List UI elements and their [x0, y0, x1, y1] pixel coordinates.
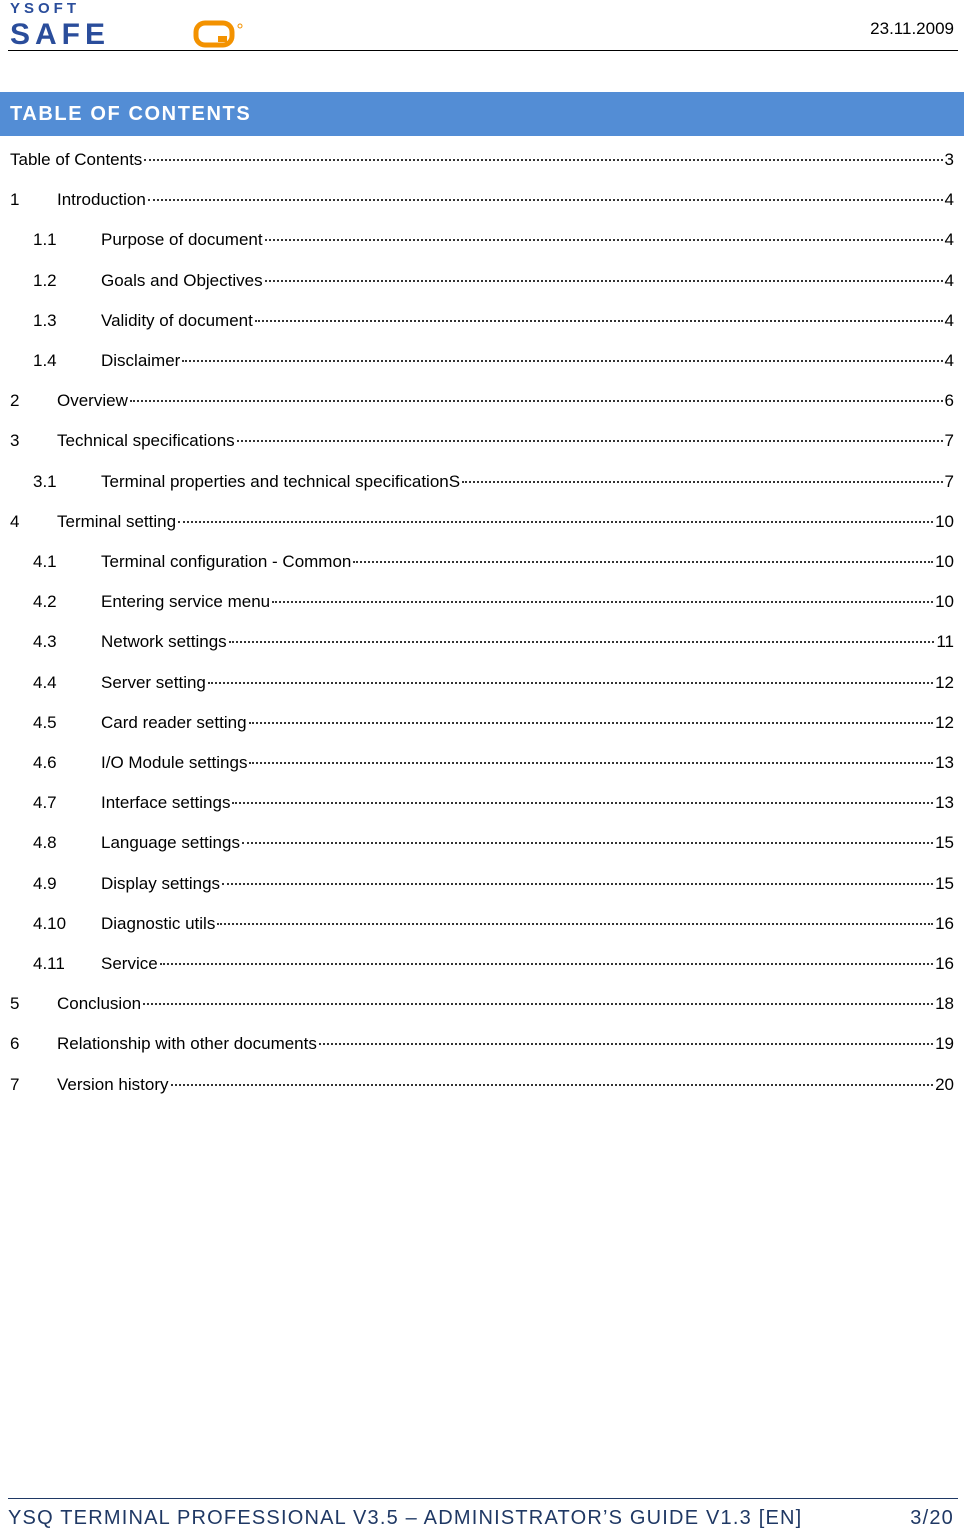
toc-entry-line — [57, 427, 954, 455]
toc-entry-number: 4.8 — [33, 833, 57, 853]
toc-entry-number: 6 — [10, 1034, 20, 1054]
dot-leader — [265, 280, 943, 282]
toc-entry-line — [101, 347, 954, 375]
toc-entry-line — [101, 267, 954, 295]
toc-entry-line — [101, 870, 954, 898]
ysoft-safeq-logo — [8, 0, 248, 48]
toc-entry-line — [101, 588, 954, 616]
toc-entry[interactable] — [0, 870, 964, 898]
toc-entry-page: 10 — [935, 592, 954, 612]
toc-entry-title[interactable]: Diagnostic utils — [101, 913, 216, 933]
toc-entry-number: 1.3 — [33, 310, 57, 330]
toc-entry-number: 4.4 — [33, 672, 57, 692]
toc-entry-title[interactable]: Language settings — [101, 833, 240, 853]
logo-graphic — [8, 0, 248, 48]
dot-leader — [160, 963, 933, 965]
toc-entry-line — [101, 307, 954, 335]
dot-leader — [272, 601, 933, 603]
toc-entry-line — [57, 186, 954, 214]
toc-entry-page: 13 — [935, 753, 954, 772]
toc-entry-title[interactable]: Card reader setting — [101, 712, 247, 732]
toc-entry[interactable] — [0, 1071, 964, 1099]
toc-entry[interactable] — [0, 1030, 964, 1058]
dot-leader — [232, 802, 933, 804]
toc-entry-title[interactable]: Technical specifications — [57, 431, 235, 451]
footer-page-number: 3/20 — [910, 1507, 954, 1529]
toc-entry-number: 1.2 — [33, 270, 57, 290]
toc-entry[interactable] — [0, 910, 964, 938]
toc-entry[interactable] — [0, 508, 964, 536]
toc-entry-line — [57, 508, 954, 536]
dot-leader — [353, 561, 933, 563]
toc-entry[interactable] — [0, 146, 964, 174]
toc-entry-number: 4.2 — [33, 592, 57, 612]
logo-q-tail — [218, 36, 227, 42]
dot-leader — [222, 883, 933, 885]
toc-entry-title[interactable]: Introduction — [57, 190, 146, 210]
toc-entry-line — [57, 1030, 954, 1058]
toc-entry[interactable] — [0, 709, 964, 737]
toc-entry-page: 3 — [944, 150, 954, 169]
page-footer — [8, 1498, 958, 1532]
toc-entry[interactable] — [0, 427, 964, 455]
toc-entry-number: 3.1 — [33, 471, 57, 491]
toc-entry-number: 2 — [10, 391, 20, 411]
dot-leader — [242, 842, 933, 844]
toc-entry-title[interactable]: Service — [101, 954, 158, 973]
toc-entry[interactable] — [0, 387, 964, 415]
toc-entry-line — [57, 1071, 954, 1099]
toc-entry-line — [101, 669, 954, 697]
dot-leader — [178, 521, 933, 523]
dot-leader — [265, 239, 943, 241]
dot-leader — [148, 199, 943, 201]
toc-entry-title[interactable]: Table of Contents — [10, 150, 143, 169]
toc-entry[interactable] — [0, 669, 964, 697]
toc-entry-title[interactable]: Overview — [57, 391, 128, 411]
dot-leader — [229, 641, 935, 643]
toc-entry-page: 6 — [944, 391, 954, 411]
toc-entry-title[interactable]: Purpose of document — [101, 230, 263, 250]
toc-entry-number: 4 — [10, 511, 20, 531]
toc-entry-number: 4.10 — [33, 913, 67, 933]
toc-entry-page: 20 — [935, 1074, 954, 1094]
toc-entry-page: 15 — [935, 873, 954, 893]
toc-entry-line — [101, 468, 954, 496]
toc-entry-line — [101, 548, 954, 576]
toc-entry[interactable] — [0, 628, 964, 656]
dot-leader — [130, 400, 943, 402]
toc-entry-number: 4.1 — [33, 552, 57, 571]
registered-mark-icon — [238, 24, 242, 28]
toc-entry-line — [57, 990, 954, 1018]
toc-entry-page: 11 — [936, 632, 954, 652]
toc-entry-number: 4.11 — [33, 954, 65, 973]
toc-entry[interactable] — [0, 226, 964, 254]
toc-entry-title[interactable]: Terminal properties and technical specificationS — [101, 471, 461, 491]
toc-entry-number: 3 — [10, 431, 20, 451]
toc-entry-line — [57, 387, 954, 415]
dot-leader — [249, 762, 933, 764]
toc-entry-title[interactable]: Terminal setting — [57, 511, 177, 531]
toc-entry-page: 4 — [944, 270, 954, 290]
toc-entry-page: 12 — [935, 712, 954, 732]
dot-leader — [255, 320, 943, 322]
dot-leader — [217, 923, 933, 925]
logo-main-text: SAFE — [10, 18, 111, 48]
toc-entry-title[interactable]: Terminal configuration - Common — [101, 552, 352, 571]
dot-leader — [462, 481, 942, 483]
dot-leader — [144, 159, 942, 161]
toc-entry-number: 4.3 — [33, 632, 57, 652]
toc-entry[interactable] — [0, 307, 964, 335]
toc-entry-line — [101, 910, 954, 938]
toc-heading: TABLE OF CONTENTS — [0, 92, 964, 136]
toc-entry[interactable] — [0, 829, 964, 857]
toc-entry[interactable] — [0, 267, 964, 295]
dot-leader — [208, 682, 933, 684]
toc-entry-number: 4.6 — [33, 753, 57, 772]
toc-entry-line — [101, 829, 954, 857]
toc-entry-page: 10 — [935, 511, 954, 531]
toc-entry-page: 15 — [935, 833, 954, 853]
toc-entry-page: 18 — [935, 994, 954, 1014]
toc-entry-line — [10, 146, 954, 174]
toc-entry[interactable] — [0, 990, 964, 1018]
toc-entry-title[interactable]: Version history — [57, 1074, 169, 1094]
dot-leader — [143, 1003, 933, 1005]
toc-entry[interactable] — [0, 347, 964, 375]
footer-document-title: YSQ TERMINAL PROFESSIONAL V3.5 – ADMINISTRATOR’S GUIDE V1.3 [EN] — [8, 1507, 803, 1529]
dot-leader — [249, 722, 934, 724]
toc-entry-number: 1.4 — [33, 351, 57, 370]
toc-entry[interactable] — [0, 186, 964, 214]
toc-entry-line — [101, 789, 954, 817]
page-header — [8, 0, 958, 51]
toc-entry-line — [101, 749, 954, 777]
toc-entry-line — [101, 950, 954, 978]
toc-entry[interactable] — [0, 548, 964, 576]
toc-entry-title[interactable]: Relationship with other documents — [57, 1034, 317, 1054]
toc-entry-title[interactable]: Entering service menu — [101, 592, 271, 612]
toc-entry[interactable] — [0, 749, 964, 777]
toc-entry-title[interactable]: Conclusion — [57, 994, 142, 1014]
toc-entry-page: 4 — [944, 310, 954, 330]
toc-entry-title[interactable]: Disclaimer — [101, 351, 181, 370]
toc-entry-page: 4 — [944, 190, 954, 210]
toc-entry-title[interactable]: Interface settings — [101, 793, 231, 813]
toc-entry-number: 7 — [10, 1074, 20, 1094]
toc-entry-line — [101, 226, 954, 254]
toc-entry-title[interactable]: Server setting — [101, 672, 206, 692]
toc-entry[interactable] — [0, 789, 964, 817]
toc-entry-page: 7 — [944, 431, 954, 451]
dot-leader — [319, 1043, 933, 1045]
toc-entry-page: 16 — [935, 913, 954, 933]
toc-entry-page: 4 — [944, 351, 954, 370]
document-date: 23.11.2009 — [870, 19, 954, 38]
toc-entry-number: 5 — [10, 994, 20, 1014]
toc-entry[interactable] — [0, 588, 964, 616]
toc-entry-page: 7 — [944, 471, 954, 491]
toc-entry[interactable] — [0, 468, 964, 496]
toc-entry-number: 1 — [10, 190, 20, 210]
toc-entry-number: 4.9 — [33, 873, 57, 893]
dot-leader — [182, 360, 942, 362]
toc-entry-line — [101, 709, 954, 737]
dot-leader — [237, 440, 943, 442]
toc-entry-title[interactable]: I/O Module settings — [101, 753, 248, 772]
dot-leader — [171, 1084, 934, 1086]
toc-entry-line — [101, 628, 954, 656]
logo-top-text: YSOFT — [10, 0, 81, 17]
toc-entry-number: 1.1 — [33, 230, 57, 250]
toc-entry-page: 16 — [935, 954, 954, 973]
toc-entry-title[interactable]: Goals and Objectives — [101, 270, 263, 290]
toc-entry-page: 10 — [935, 552, 954, 571]
toc-entry-title[interactable]: Network settings — [101, 632, 227, 652]
toc-entry-title[interactable]: Validity of document — [101, 310, 253, 330]
toc-entry-page: 4 — [944, 230, 954, 250]
toc-entry-page: 12 — [935, 672, 954, 692]
toc-entry-page: 19 — [935, 1034, 954, 1054]
toc-entry[interactable] — [0, 950, 964, 978]
toc-entry-number: 4.5 — [33, 712, 57, 732]
toc-entry-page: 13 — [935, 793, 954, 813]
toc-entry-title[interactable]: Display settings — [101, 873, 221, 893]
toc-entry-number: 4.7 — [33, 793, 57, 813]
